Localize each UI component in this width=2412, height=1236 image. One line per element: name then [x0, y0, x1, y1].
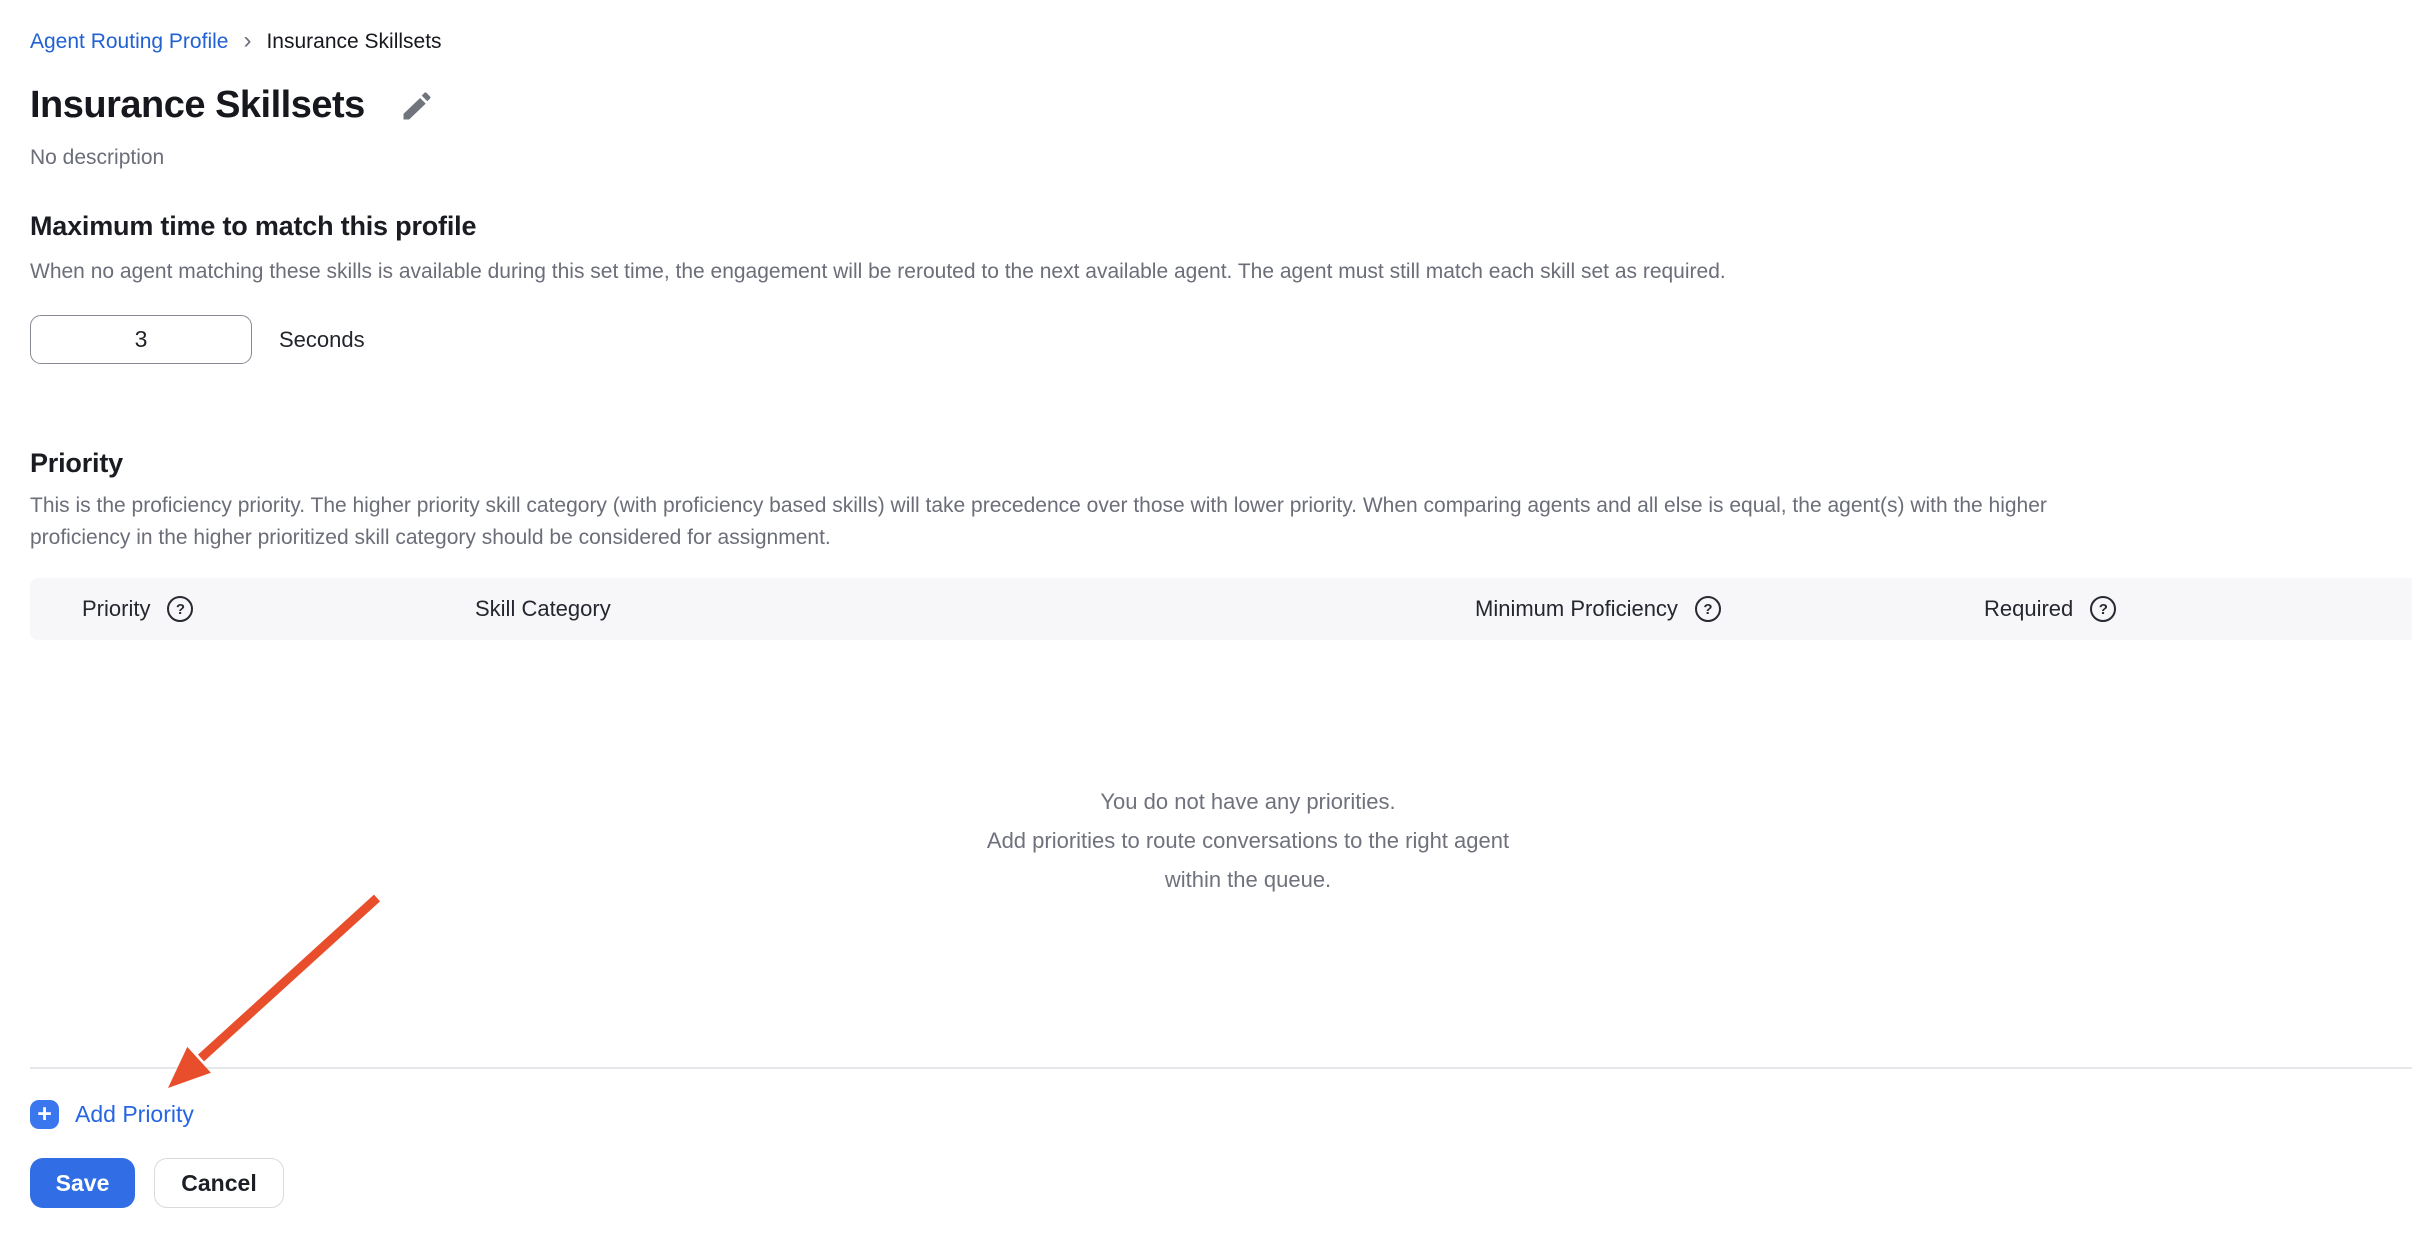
pencil-icon: [399, 88, 435, 124]
column-header-minimum-proficiency: [1475, 578, 1721, 640]
page-title: Insurance Skillsets: [30, 84, 365, 126]
help-icon[interactable]: ?: [2090, 596, 2116, 622]
page-title-row: [30, 84, 436, 127]
max-time-input-row: [30, 315, 365, 364]
max-time-heading: Maximum time to match this profile: [30, 211, 477, 241]
help-icon[interactable]: ?: [1695, 596, 1721, 622]
section-divider: [30, 1067, 2412, 1069]
add-priority-label: Add Priority: [75, 1101, 194, 1127]
priority-empty-state: [30, 782, 2412, 899]
edit-title-button[interactable]: [398, 87, 436, 125]
footer-actions: [30, 1158, 284, 1208]
breadcrumb-link-agent-routing-profile[interactable]: Agent Routing Profile: [30, 30, 229, 53]
priority-description: [30, 490, 2047, 554]
priority-table-header: [30, 578, 2412, 640]
priority-description-line: proficiency in the higher prioritized skill category should be considered for assignment.: [30, 526, 831, 549]
add-priority-button[interactable]: [30, 1100, 194, 1129]
save-button[interactable]: Save: [30, 1158, 135, 1208]
column-label: Required: [1984, 596, 2074, 621]
column-label: Skill Category: [475, 596, 611, 621]
empty-state-line: You do not have any priorities.: [1100, 789, 1396, 814]
max-time-description: When no agent matching these skills is available during this set time, the engagement will be rerouted to the next available agent. The agent must still match each skill set as required.: [30, 260, 1726, 283]
empty-state-line: within the queue.: [1164, 867, 1332, 892]
column-header-skill-category: [475, 578, 611, 640]
column-header-priority: [82, 578, 193, 640]
max-time-seconds-input[interactable]: [30, 315, 252, 364]
empty-state-line: Add priorities to route conversations to the right agent: [986, 828, 1510, 853]
column-label: Minimum Proficiency: [1475, 596, 1678, 621]
breadcrumb: [30, 26, 442, 54]
cancel-button[interactable]: Cancel: [154, 1158, 284, 1208]
seconds-label: Seconds: [279, 326, 365, 352]
priority-description-line: This is the proficiency priority. The higher priority skill category (with proficiency based skills) will take precedence over those with lower priority. When comparing agents and all else is equal, the agent(s) with the higher: [30, 494, 2047, 517]
plus-icon: +: [30, 1100, 59, 1129]
breadcrumb-current: Insurance Skillsets: [266, 30, 442, 53]
chevron-right-icon: ›: [243, 26, 252, 54]
help-icon[interactable]: ?: [167, 596, 193, 622]
column-label: Priority: [82, 596, 151, 621]
column-header-required: [1984, 578, 2116, 640]
priority-heading: Priority: [30, 448, 123, 478]
profile-description: No description: [30, 146, 165, 169]
